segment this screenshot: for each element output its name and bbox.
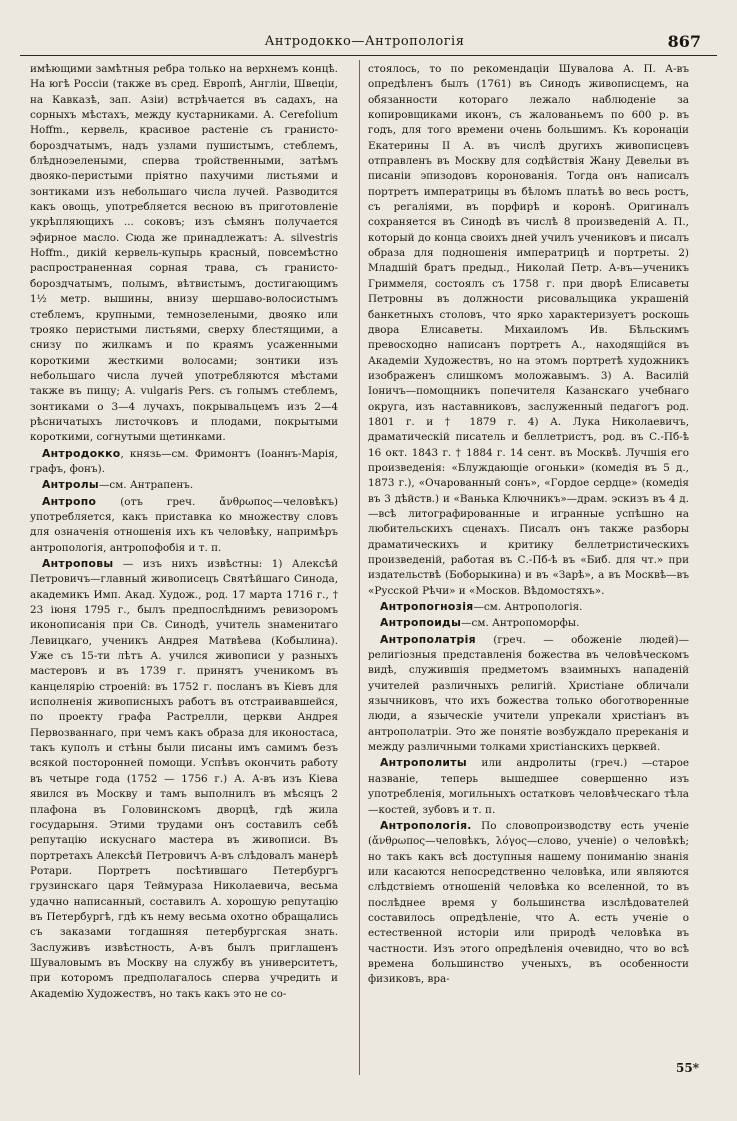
continued-text (30, 62, 338, 446)
dictionary-entry (368, 599, 689, 615)
entry-text: —см. Антропоморфы. (461, 617, 580, 630)
entry-text: — изъ нихъ извѣстны: 1) Алексѣй Петровичъ—главный живописецъ Святѣйшаго Синода, академикъ Имп. Акад. Худож., род. 17 марта 1716 г., † 23 іюня 1795 г., былъ предпослѣднимъ ревизоромъ иконописанія при Св. Синодѣ, учитель знаменитаго Левицкаго, ученикъ Андрея Матвѣева (Кобылина). Уже съ 15-ти лѣтъ А. учился живописи у разныхъ мастеровъ и въ 1739 г. принятъ ученикомъ въ канцелярію строеній: въ 1752 г. посланъ въ Кіевъ для исполненія живописныхъ работъ въ отстраивавшейся, по проекту графа Растрелли, церкви Андрея Первозваннаго, при чемъ какъ образа для иконостаса, такъ куполъ и стѣны были писаны имъ самимъ безъ всякой посторонней помощи. Успѣвъ окончить работу въ четыре года (1752 — 1756 г.) А. А-въ изъ Кіева явился въ Москву и тамъ выполнилъ въ мѣсяцъ 2 плафона въ Головинскомъ дворцѣ, гдѣ жила государыня. Этими трудами онъ составилъ себѣ репутацію искуснаго мастера въ живописи. Въ портретахъ Алексѣй Петровичъ А-въ слѣдовалъ манерѣ Ротари. Портретъ посѣтившаго Петербургъ грузинскаго царя Теймураза Николаевича, весьма удачно написанный, составилъ А. хорошую репутацію въ Петербургѣ, гдѣ къ нему весьма охотно обращались съ заказами тогдашняя петербургская знать. Заслуживъ извѣстность, А-въ былъ приглашенъ Шуваловымъ въ Москву на службу въ университетъ, при которомъ предполагалось сперва учредить и Академію Художествъ, но такъ какъ это не со- (30, 558, 338, 1000)
continued-text (368, 62, 689, 599)
page-number: 867 (667, 32, 701, 51)
entry-headword: Антроповы (42, 557, 114, 570)
left-column (30, 62, 338, 1072)
entry-text: или андролиты (греч.) —старое названіе, теперь вышедшее совершенно изъ употребленія, могильныхъ остатковъ человѣческаго тѣла—костей, зубовъ и т. п. (368, 757, 689, 816)
dictionary-entry (30, 446, 338, 478)
entry-text: , князь—см. Фримонтъ (Іоаннъ-Марія, графъ, фонъ). (30, 447, 338, 475)
running-title: Антродокко—Антропологія (264, 34, 465, 49)
header-rule (20, 55, 717, 56)
dictionary-entry (30, 477, 338, 493)
entry-headword: Антродокко (42, 446, 121, 460)
column-divider (359, 60, 360, 1075)
entry-text: (отъ греч. ἄνθρωπος—человѣкъ) употребляется, какъ приставка ко множеству словъ для означенія отношенія ихъ къ человѣку, напримѣръ антропологія, антропофобія и т. п. (30, 495, 338, 554)
entry-text: —см. Антропологія. (473, 601, 583, 614)
dictionary-entry (368, 818, 689, 988)
dictionary-entry (30, 494, 338, 556)
entry-text: (греч. — обоженіе людей)—религіозныя представленія божества въ человѣческомъ видѣ, служившія предметомъ взаимныхъ нападеній учителей различныхъ религій. Христіане обличали язычниковъ, что ихъ божества только обоготворенные люди, а языческіе учители упрекали христіанъ въ антрополатріи. Это же понятіе возбуждало пререканія и между различными толками христіанскихъ церквей. (368, 633, 689, 754)
signature-mark: 55* (676, 1061, 699, 1075)
entry-text: По словопроизводству есть ученіе (ἄνθρωπος—человѣкъ, λόγος—слово, ученіе) о человѣкѣ; но такъ какъ всѣ доступныя нашему пониманію знанія или касаются непосредственно человѣка, или являются слѣдствіемъ отношеній человѣка ко вселенной, то въ послѣднее время у большинства изслѣдователей составилось опредѣленіе, что А. есть ученіе о естественной исторіи или природѣ человѣка въ частности. Изъ этого опредѣленія очевидно, что во всѣ времена большинство ученыхъ, въ особенности физиковъ, вра- (368, 819, 689, 986)
entry-headword: Антропоиды (380, 616, 462, 630)
entry-headword: Антрополиты (380, 756, 467, 770)
entry-headword: Антропологія. (380, 818, 472, 832)
right-column (368, 62, 689, 1072)
entry-text: —см. Антрапенъ. (99, 479, 194, 492)
dictionary-entry (368, 755, 689, 817)
page-header (28, 32, 701, 54)
dictionary-entry (368, 615, 689, 631)
dictionary-entry (30, 556, 338, 1002)
entry-headword: Антрополатрія (380, 632, 476, 646)
entry-headword: Антролы (42, 478, 99, 492)
entry-headword: Антропогнозія (380, 600, 474, 614)
dictionary-entry (368, 632, 689, 756)
entry-headword: Антропо (42, 494, 97, 508)
entry-text: стоялось, то по рекомендаціи Шувалова А. П. А-въ опредѣленъ былъ (1761) въ Синодъ живописцемъ, на обязанности котораго лежало наблюденіе за копировщиками иконъ, съ жалованьемъ по 600 р. въ годъ, для того времени очень большимъ. Къ коронаціи Екатерины II А. въ числѣ другихъ живописцевъ отправленъ въ Москву для содѣйствія Жану Девельи въ писаніи эпизодовъ коронованія. Тогда онъ написалъ портретъ императрицы въ бѣломъ платьѣ во весь ростъ, съ регаліями, въ порфирѣ и коронѣ. Оригиналъ сохраняется въ Синодѣ въ числѣ 8 произведеній А. П., который до конца своихъ дней училъ учениковъ и писалъ образа для подношенія императрицѣ и портреты. 2) Младшій братъ предыд., Николай Петр. А-въ—ученикъ Гриммеля, состоялъ съ 1758 г. при дворѣ Елисаветы Петровны въ должности рисовальщика украшеній банкетныхъ столовъ, что ярко характеризуетъ роскошь двора Елисаветы. Михаиломъ Ив. Бѣльскимъ превосходно написанъ портретъ А., находящійся въ Академіи Художествъ, но на этомъ портретѣ художникъ изображенъ слишкомъ моложавымъ. 3) А. Василій Іоничъ—помощникъ попечителя Казанскаго учебнаго округа, изъ наставниковъ, заслуженный педагогъ род. 1801 г. и † 1879 г. 4) А. Лука Николаевичъ, драматическій писатель и беллетристъ, род. въ С.-Пб-ѣ 16 окт. 1843 г. † 1884 г. 14 сент. въ Москвѣ. Лучшія его произведенія: «Блуждающіе огоньки» (комедія въ 5 д., 1873 г.), «Очарованный сонъ», «Гордое сердце» (комедія въ 3 дѣйств.) и «Ванька Ключникъ»—драм. эскизъ въ 4 д.—всѣ литографированные и игранные успѣшно на любительскихъ сценахъ. Писалъ онъ также разборы драматическихъ и критику беллетристическихъ произведеній, работая въ С.-Пб-ѣ въ «Биб. для чт.» при издательствѣ (Боборыкина) и въ «Зарѣ», а въ Москвѣ—въ «Русской Рѣчи» и «Москов. Вѣдомостяхъ». (368, 63, 689, 597)
entry-text: имѣющими замѣтныя ребра только на верхнемъ концѣ. На югѣ Россіи (также въ сред. Европѣ, Англіи, Швеціи, на Кавказѣ, зап. Азіи) встрѣчается въ садахъ, на сорныхъ мѣстахъ, между кустарниками. A. Cerefolium Hoffm., кервель, красивое растеніе съ гранисто-бороздчатымъ, надъ узлами пушистымъ, стеблемъ, блѣдноэелеными, сперва тройственными, затѣмъ двояко-перистыми пріятно пахучими листьями и зонтиками изъ небольшаго числа лучей. Разводится какъ овощь, употребляется весною въ приготовленіе укрѣпляющихъ ... соковъ; изъ сѣмянъ получается эфирное масло. Сюда же принадлежатъ: A. silvestris Hoffm., дикій кервель-купырь красный, повсемѣстно распространенная сорная трава, съ гранисто-бороздчатымъ, полымъ, вѣтвистымъ, достигающимъ 1½ метр. вышины, внизу шершаво-волосистымъ стеблемъ, крупными, темнозелеными, двояко или трояко перистыми листьями, сверху блестящими, а снизу по жилкамъ и по краямъ усаженными короткими жесткими волосами; зонтики изъ небольшаго числа лучей употребляются мѣстами также въ пищу; A. vulgaris Pers. съ голымъ стеблемъ, зонтиками о 3—4 лучахъ, покрывальцемъ изъ 2—4 рѣсничатыхъ листочковъ и плодами, покрытыми короткими, согнутыми щетинками. (30, 63, 338, 444)
